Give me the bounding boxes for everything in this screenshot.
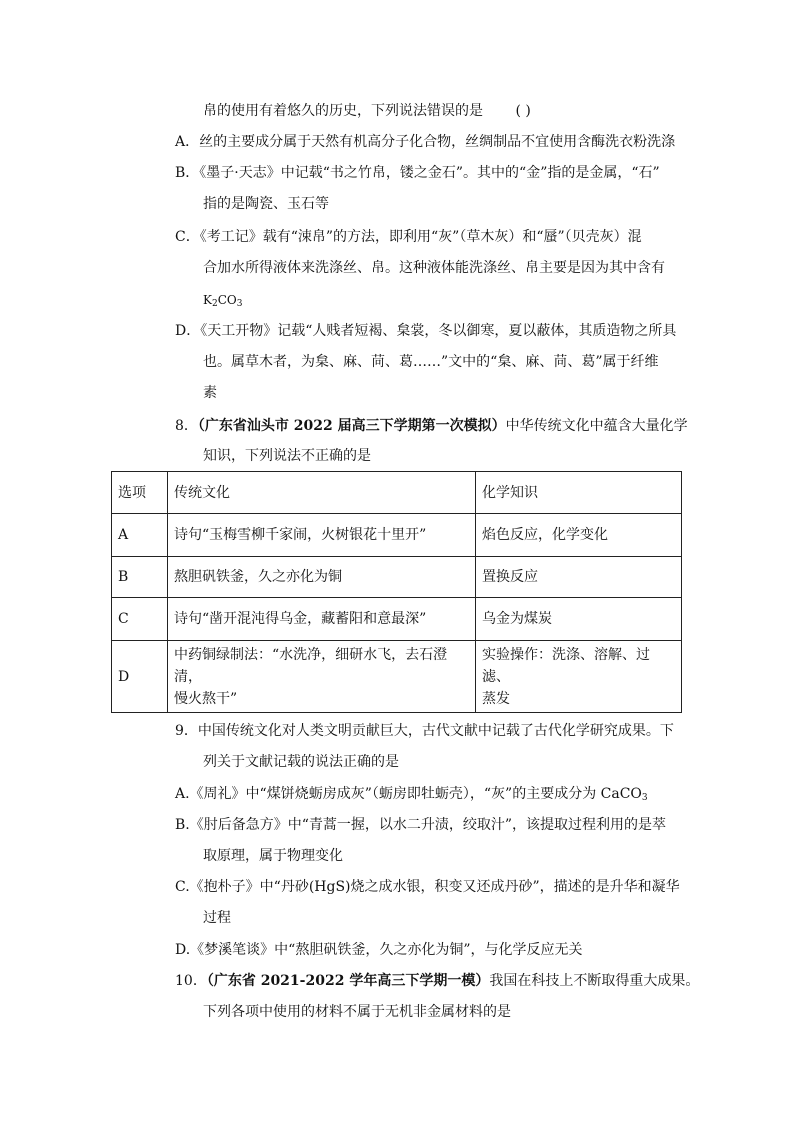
q10-stem-line1: 10．（广东省 2021-2022 学年高三下学期一模）我国在科技上不断取得重大成果。 — [175, 973, 700, 989]
q7-option-b-line1: B．《墨子·天志》中记载“书之竹帛，镂之金石”。其中的“金”指的是金属，“石” — [175, 165, 660, 181]
q9-option-b-line2: 取原理，属于物理变化 — [203, 848, 343, 864]
q9-option-c-line1: C.《抱朴子》中“丹砂(HgS)烧之成水银，积变又还成丹砂”，描述的是升华和凝华 — [175, 879, 680, 895]
q9-stem-line1: 9．中国传统文化对人类文明贡献巨大，古代文献中记载了古代化学研究成果。下 — [175, 723, 674, 739]
row-option: B — [112, 557, 168, 598]
table-row — [112, 557, 682, 598]
table-row — [112, 598, 682, 641]
row-culture: 熬胆矾铁釜，久之亦化为铜 — [168, 557, 476, 598]
row-option: C — [112, 598, 168, 641]
row-knowledge: 乌金为煤炭 — [476, 598, 682, 641]
header-culture: 传统文化 — [168, 472, 476, 514]
row-culture: 中药铜绿制法：“水洗净，细研水飞，去石澄清， 慢火熬干” — [168, 641, 476, 713]
q7-option-d-line1: D．《天工开物》记载“人贱者短褐、枲裳，冬以御寒，夏以蔽体，其质造物之所具 — [175, 323, 677, 339]
q7-option-d-line2: 也。属草木者，为枲、麻、苘、葛……”文中的“枲、麻、苘、葛”属于纤维 — [203, 354, 659, 370]
q9-stem-line2: 列关于文献记载的说法正确的是 — [203, 754, 399, 770]
q7-option-b-line2: 指的是陶瓷、玉石等 — [203, 196, 329, 212]
header-option: 选项 — [112, 472, 168, 514]
table-header-row — [112, 472, 682, 514]
row-culture: 诗句“凿开混沌得乌金，藏蓄阳和意最深” — [168, 598, 476, 641]
q10-stem-line2: 下列各项中使用的材料不属于无机非金属材料的是 — [203, 1004, 511, 1020]
q7-option-c-line2: 合加水所得液体来洗涤丝、帛。这种液体能洗涤丝、帛主要是因为其中含有 — [203, 260, 665, 276]
q8-source: （广东省汕头市 2022 届高三下学期第一次模拟） — [197, 418, 506, 434]
q7-option-d-line3: 素 — [203, 385, 217, 401]
row-knowledge: 焰色反应，化学变化 — [476, 514, 682, 557]
q9-option-a: A.《周礼》中“煤饼烧蛎房成灰”（蛎房即牡蛎壳），“灰”的主要成分为 CaCO$_3$ — [175, 786, 648, 803]
q7-option-c-formula: $K_2CO_3$ — [203, 293, 243, 309]
table-row — [112, 641, 682, 713]
q8-stem-line1: 8．（广东省汕头市 2022 届高三下学期第一次模拟）中华传统文化中蕴含大量化学 — [175, 418, 688, 434]
q8-options-table — [111, 471, 682, 713]
row-knowledge: 实验操作：洗涤、溶解、过滤、 蒸发 — [476, 641, 682, 713]
row-culture: 诗句“玉梅雪柳千家闹，火树银花十里开” — [168, 514, 476, 557]
header-knowledge: 化学知识 — [476, 472, 682, 514]
q7-answer-bracket: ( ) — [515, 103, 531, 119]
q7-option-c-line1: C．《考工记》载有“涑帛”的方法，即利用“灰”（草木灰）和“蜃”（贝壳灰）混 — [175, 229, 642, 245]
q8-stem-line2: 知识，下列说法不正确的是 — [203, 448, 371, 464]
q7-option-a: A．丝的主要成分属于天然有机高分子化合物，丝绸制品不宜使用含酶洗衣粉洗涤 — [175, 134, 676, 150]
row-knowledge: 置换反应 — [476, 557, 682, 598]
q7-stem: 帛的使用有着悠久的历史，下列说法错误的是 ( ) — [203, 103, 531, 119]
q9-option-d: D.《梦溪笔谈》中“熬胆矾铁釜，久之亦化为铜”，与化学反应无关 — [175, 942, 583, 958]
q9-option-b-line1: B.《肘后备急方》中“青蒿一握，以水二升渍，绞取汁”，该提取过程利用的是萃 — [175, 817, 667, 833]
table-row — [112, 514, 682, 557]
row-option: D — [112, 641, 168, 713]
q9-option-c-line2: 过程 — [203, 910, 231, 926]
row-option: A — [112, 514, 168, 557]
q10-source: （广东省 2021-2022 学年高三下学期一模） — [206, 973, 490, 989]
